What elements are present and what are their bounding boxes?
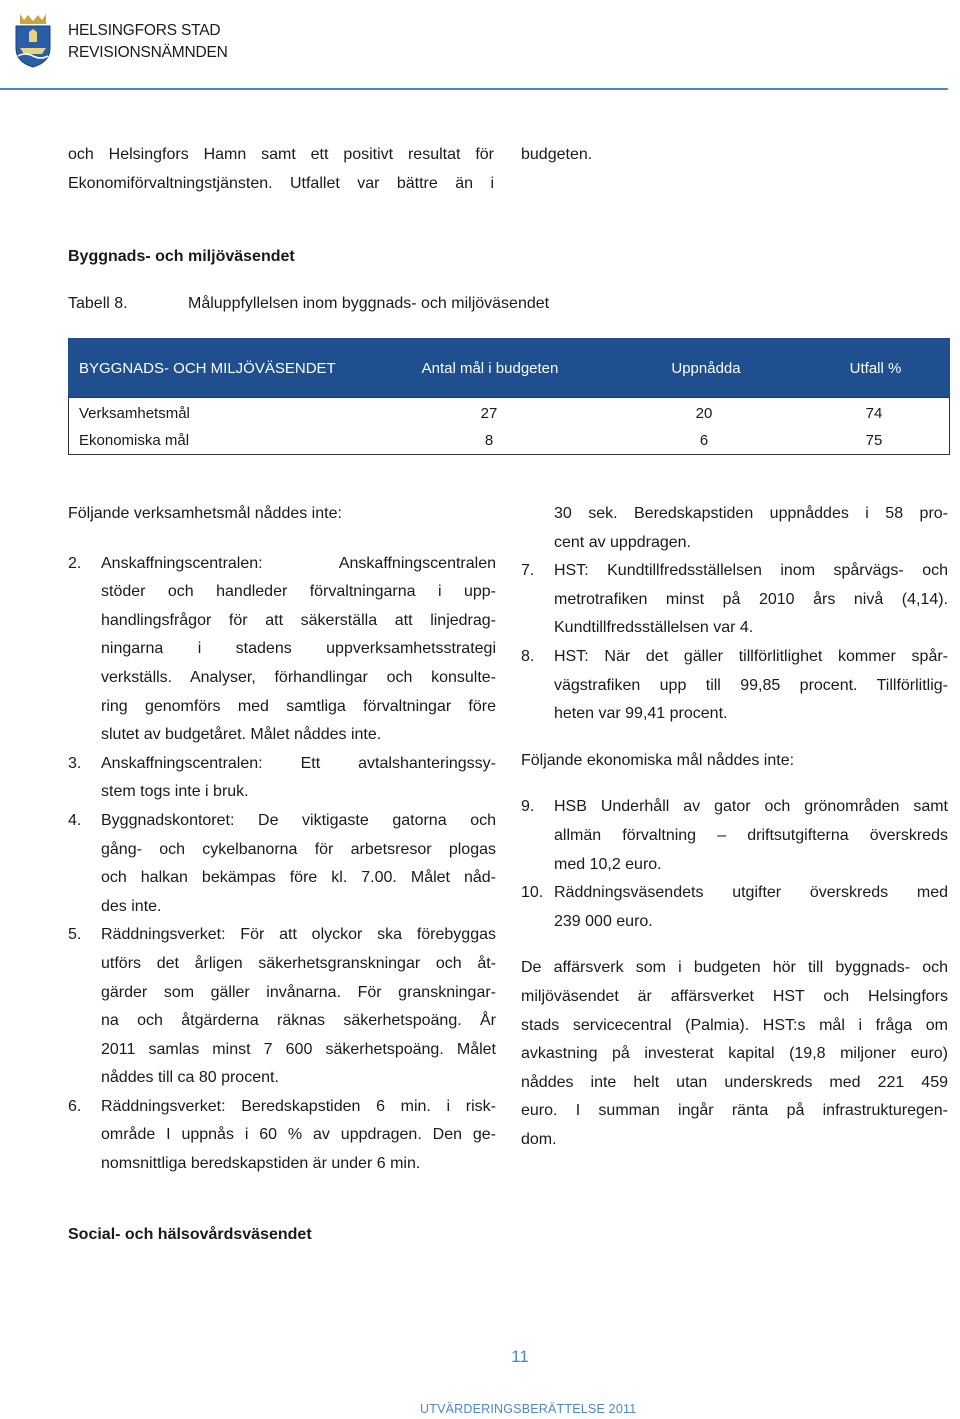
item-line: Kundtillfredsställelsen var 4. xyxy=(554,619,754,637)
paragraph-line: nåddes inte helt utan underskreds med 221 459 xyxy=(521,1073,948,1091)
table-cell: 74 xyxy=(865,405,883,422)
item-number: 9. xyxy=(521,798,535,816)
item-line: Anskaffningscentralen: Anskaffningscentralen xyxy=(101,554,496,572)
item-number: 2. xyxy=(68,554,82,572)
item-line: Räddningsverket: För att olyckor ska förebyggas xyxy=(101,926,496,944)
continuation-line: 30 sek. Beredskapstiden uppnåddes i 58 pro- xyxy=(554,505,948,522)
table-cell: 27 xyxy=(480,405,498,422)
table-header-row xyxy=(69,339,950,398)
item-line: ningarna i stadens uppverksamhetsstrategi xyxy=(101,640,496,658)
column-header: Antal mål i budgeten xyxy=(370,339,611,398)
item-line: nåddes till ca 80 procent. xyxy=(101,1069,279,1087)
list-item xyxy=(68,1093,496,1179)
intro-left-line: Ekonomiförvaltningstjänsten. Utfallet var bättre än i xyxy=(68,174,494,192)
item-line: gång- och cykelbanorna för arbetsresor plogas xyxy=(101,840,496,858)
column-header: Utfall % xyxy=(802,339,950,398)
item-line: na och åtgärderna räknas säkerhetspoäng. År xyxy=(101,1012,496,1030)
item-number: 7. xyxy=(521,562,535,580)
paragraph-line: dom. xyxy=(521,1130,557,1148)
city-crest-icon xyxy=(12,12,54,68)
org-line-1: HELSINGFORS STAD xyxy=(68,22,221,39)
item-number: 10. xyxy=(521,884,544,902)
item-line: Anskaffningscentralen: Ett avtalshanteringssy- xyxy=(101,754,496,772)
list-item xyxy=(521,793,948,879)
continuation xyxy=(521,500,948,557)
section-heading: Social- och hälsovårdsväsendet xyxy=(68,1226,312,1243)
item-line: ring genomförs med samtliga förvaltningar före xyxy=(101,697,496,715)
item-line: Byggnadskontoret: De viktigaste gatorna och xyxy=(101,811,496,829)
item-line: handlingsfrågor för att säkerställa att linjedrag- xyxy=(101,611,496,629)
right-lead: Följande ekonomiska mål nåddes inte: xyxy=(521,751,795,769)
item-line: verkställs. Analyser, förhandlingar och konsulte- xyxy=(101,668,496,686)
table-cell: Verksamhetsmål xyxy=(79,405,190,422)
list-item xyxy=(68,921,496,1093)
item-line: HST: När det gäller tillförlitlighet kommer spår- xyxy=(554,647,948,665)
item-line: HSB Underhåll av gator och grönområden samt xyxy=(554,798,948,816)
intro-left-line: och Helsingfors Hamn samt ett positivt resultat för xyxy=(68,146,494,163)
paragraph-line: miljöväsendet är affärsverket HST och Helsingfors xyxy=(521,987,948,1005)
table-caption-title: Måluppfyllelsen inom byggnads- och miljöväsendet xyxy=(188,295,550,312)
item-line: 239 000 euro. xyxy=(554,912,653,930)
item-line: heten var 99,41 procent. xyxy=(554,705,728,723)
item-line: med 10,2 euro. xyxy=(554,855,662,873)
table-cell: 8 xyxy=(484,432,494,449)
goals-table xyxy=(68,338,950,455)
organization-name xyxy=(68,20,228,64)
item-line: Räddningsväsendets utgifter överskreds med xyxy=(554,884,948,902)
item-number: 4. xyxy=(68,811,82,829)
list-item xyxy=(68,750,496,807)
left-lead: Följande verksamhetsmål nåddes inte: xyxy=(68,505,342,522)
item-line: stem togs inte i bruk. xyxy=(101,783,249,801)
item-line: gärder som gäller invånarna. För granskningar- xyxy=(101,983,496,1001)
continuation-line: cent av uppdragen. xyxy=(554,533,691,551)
item-line: område I uppnås i 60 % av uppdragen. Den ge- xyxy=(101,1126,496,1144)
table-cell: 75 xyxy=(865,432,883,449)
item-line: vägstrafiken upp till 99,85 procent. Tillförlitlig- xyxy=(554,676,948,694)
item-number: 8. xyxy=(521,647,535,665)
item-line: 2011 samlas minst 7 600 säkerhetspoäng. Målet xyxy=(101,1040,496,1058)
intro-left xyxy=(68,141,494,198)
report-title: UTVÄRDERINGSBERÄTTELSE 2011 xyxy=(420,1402,637,1416)
org-line-2: REVISIONSNÄMNDEN xyxy=(68,44,228,61)
item-line: metrotrafiken minst på 2010 års nivå (4,14). xyxy=(554,590,948,608)
list-item xyxy=(521,643,948,729)
item-line: allmän förvaltning – driftsutgifterna överskreds xyxy=(554,826,948,844)
section-heading: Byggnads- och miljöväsendet xyxy=(68,248,295,265)
right-column xyxy=(521,500,948,1154)
table-cell: 6 xyxy=(699,432,709,449)
item-number: 3. xyxy=(68,754,82,772)
paragraph-line: avkastning på investerat kapital (19,8 miljoner euro) xyxy=(521,1045,948,1063)
paragraph-line: De affärsverk som i budgeten hör till byggnads- och xyxy=(521,959,948,977)
item-line: Räddningsverket: Beredskapstiden 6 min. i risk- xyxy=(101,1097,496,1115)
left-column xyxy=(68,500,496,1179)
list-item xyxy=(521,557,948,643)
item-line: och halkan bekämpas före kl. 7.00. Målet nåd- xyxy=(101,869,496,887)
item-line: des inte. xyxy=(101,897,162,915)
paragraph-line: euro. I summan ingår ränta på infrastrukturegen- xyxy=(521,1102,948,1120)
table-cell: 20 xyxy=(695,405,713,422)
list-item xyxy=(68,550,496,750)
table-caption-label: Tabell 8. xyxy=(68,295,128,312)
header-rule xyxy=(0,88,948,90)
list-item xyxy=(68,807,496,921)
list-item xyxy=(521,879,948,936)
table-row xyxy=(69,427,949,454)
page-number: 11 xyxy=(511,1347,529,1366)
paragraph-line: stads servicecentral (Palmia). HST:s mål i fråga om xyxy=(521,1016,948,1034)
intro-right: budgeten. xyxy=(521,146,593,163)
item-line: utförs det årligen säkerhetsgranskningar och åt- xyxy=(101,954,496,972)
item-line: stöder och handleder förvaltningarna i upp- xyxy=(101,583,496,601)
item-line: HST: Kundtillfredsställelsen inom spårvägs- och xyxy=(554,562,948,580)
column-header: Uppnådda xyxy=(611,339,802,398)
table-row xyxy=(69,400,949,427)
item-line: slutet av budgetåret. Målet nåddes inte. xyxy=(101,726,382,744)
item-number: 5. xyxy=(68,926,82,944)
affarsverk-paragraph xyxy=(521,954,948,1154)
table-cell: Ekonomiska mål xyxy=(79,432,190,449)
item-line: nomsnittliga beredskapstiden är under 6 min. xyxy=(101,1155,421,1173)
item-number: 6. xyxy=(68,1097,82,1115)
column-header: BYGGNADS- OCH MILJÖVÄSENDET xyxy=(69,339,370,398)
